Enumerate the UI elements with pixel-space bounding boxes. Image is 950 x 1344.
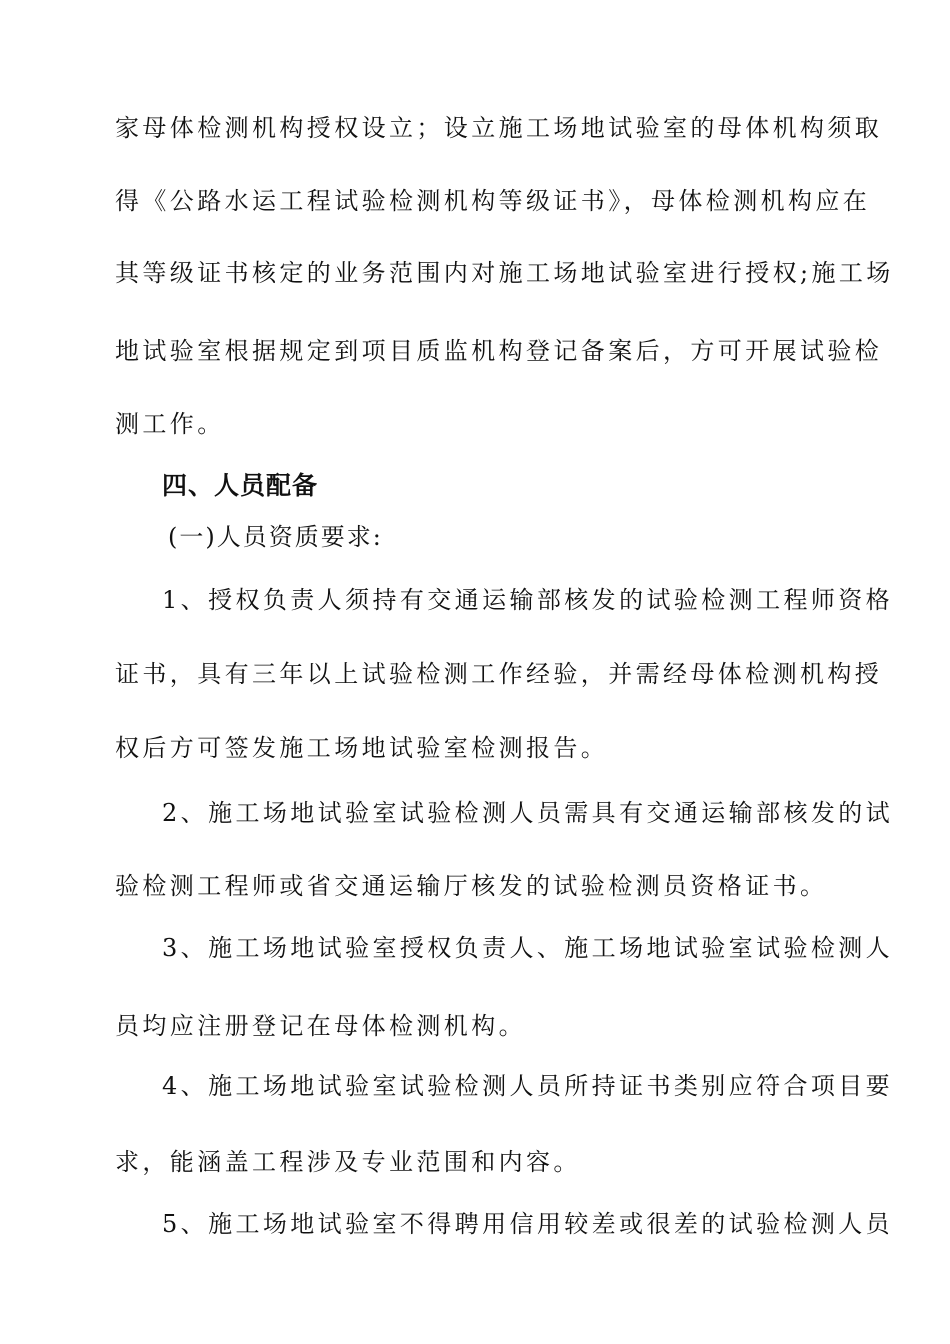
list-item-line: 3、施工场地试验室授权负责人、施工场地试验室试验检测人 (162, 934, 894, 962)
section-heading: 四、人员配备 (162, 471, 319, 500)
list-item-line: 2、施工场地试验室试验检测人员需具有交通运输部核发的试 (162, 799, 894, 827)
list-item-line: 求，能涵盖工程涉及专业范围和内容。 (115, 1148, 581, 1176)
list-item-line: 证书，具有三年以上试验检测工作经验，并需经母体检测机构授 (115, 660, 883, 688)
paragraph-line: 得《公路水运工程试验检测机构等级证书》，母体检测机构应在 (115, 187, 871, 215)
list-item-line: 权后方可签发施工场地试验室检测报告。 (115, 734, 609, 762)
paragraph-line: 地试验室根据规定到项目质监机构登记备案后，方可开展试验检 (115, 337, 883, 365)
list-item-line: 4、施工场地试验室试验检测人员所持证书类别应符合项目要 (162, 1072, 894, 1100)
paragraph-line: 家母体检测机构授权设立；设立施工场地试验室的母体机构须取 (115, 114, 883, 142)
list-item-line: 1、授权负责人须持有交通运输部核发的试验检测工程师资格 (162, 586, 894, 614)
list-item-line: 员均应注册登记在母体检测机构。 (115, 1012, 526, 1040)
list-item-line: 5、施工场地试验室不得聘用信用较差或很差的试验检测人员 (162, 1210, 894, 1238)
paragraph-line: 测工作。 (115, 410, 225, 438)
paragraph-line: 其等级证书核定的业务范围内对施工场地试验室进行授权;施工场 (115, 259, 894, 287)
subsection-heading: (一)人员资质要求: (168, 523, 383, 551)
list-item-line: 验检测工程师或省交通运输厅核发的试验检测员资格证书。 (115, 872, 828, 900)
